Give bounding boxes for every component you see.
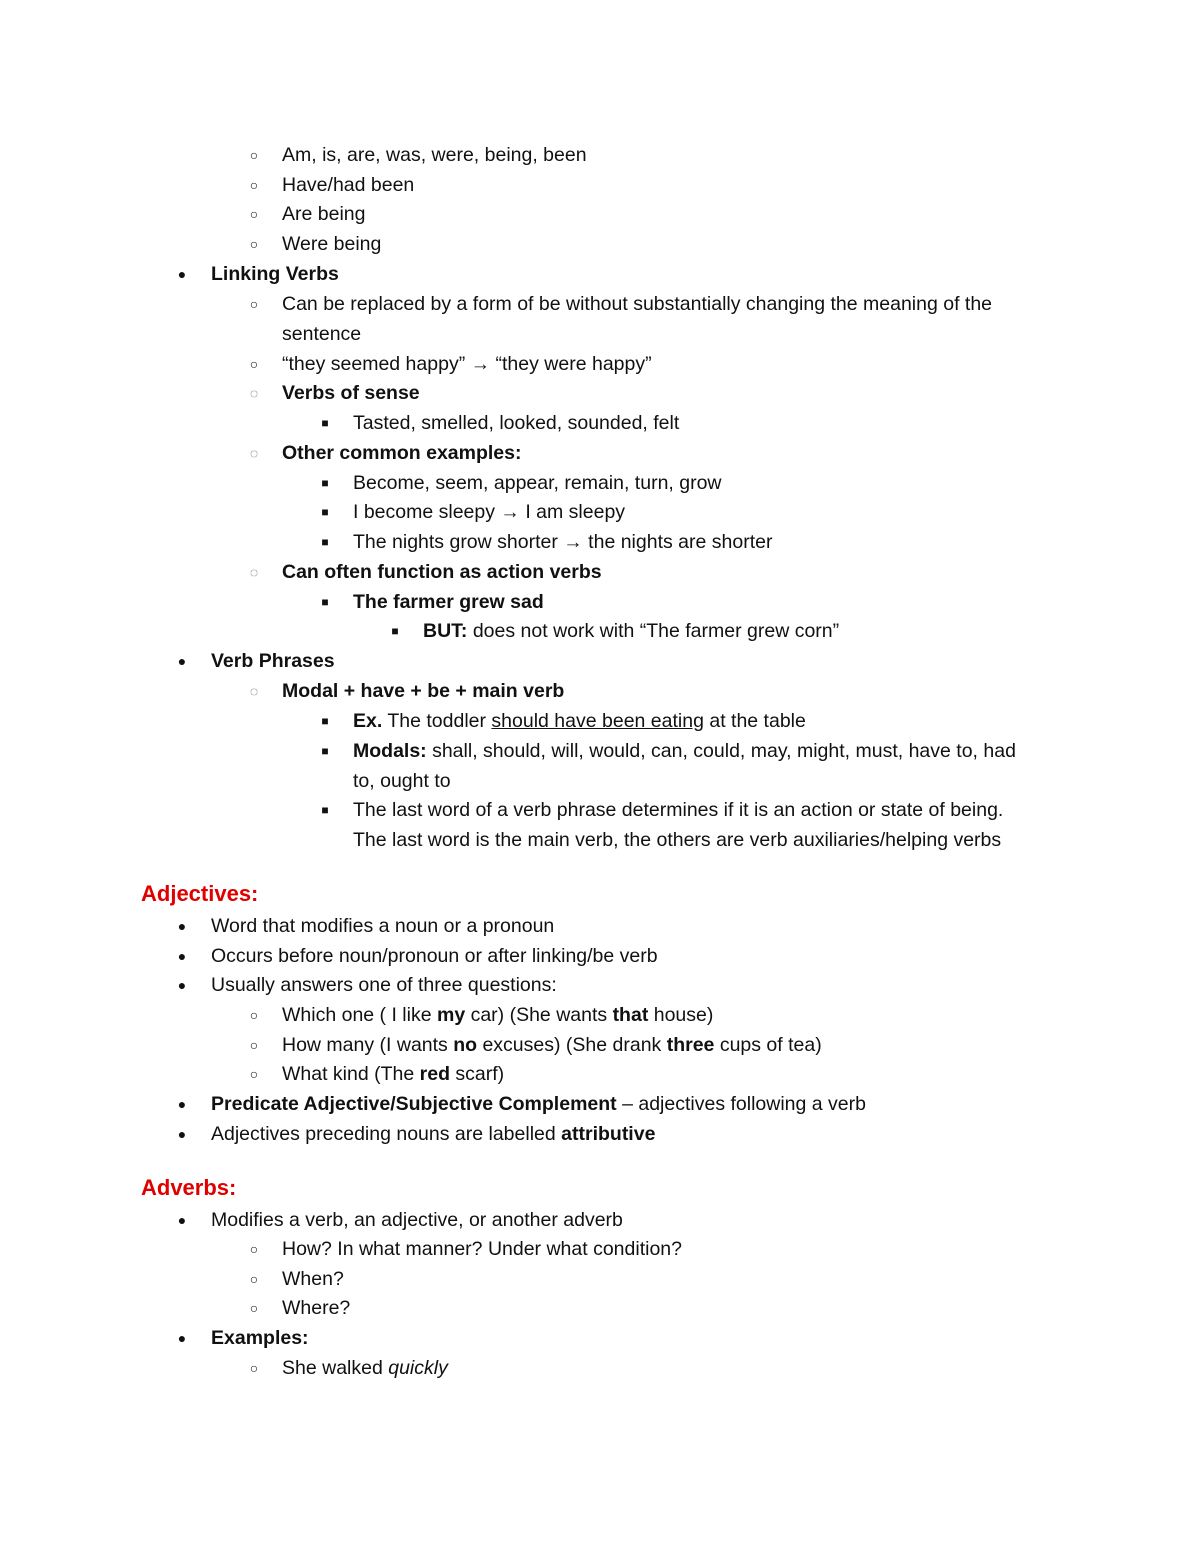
hollow-circle-bullet-icon: ○ bbox=[249, 1037, 259, 1053]
question-text: What kind (The bbox=[282, 1063, 420, 1085]
hollow-circle-bullet-icon: ○ bbox=[249, 147, 259, 163]
filled-circle-bullet-icon: ● bbox=[177, 1330, 187, 1346]
question-text: house) bbox=[648, 1004, 714, 1026]
list-item: Word that modifies a noun or a pronoun bbox=[211, 915, 555, 937]
list-item-continuation: to, ought to bbox=[353, 770, 451, 792]
hollow-circle-bullet-icon: ○ bbox=[249, 1007, 259, 1023]
section-title: Examples: bbox=[211, 1327, 309, 1349]
list-item bbox=[353, 706, 806, 736]
bold-adjective: no bbox=[453, 1034, 478, 1056]
filled-square-bullet-icon: ■ bbox=[321, 416, 329, 430]
adjectives-heading: Adjectives: bbox=[141, 881, 259, 906]
underlined-verb-phrase: should have been eating bbox=[491, 710, 704, 732]
list-item-continuation: The last word is the main verb, the others are verb auxiliaries/helping verbs bbox=[353, 829, 1002, 851]
hollow-circle-bullet-icon: ○ bbox=[249, 1300, 259, 1316]
filled-circle-bullet-icon: ● bbox=[177, 977, 187, 993]
term-definition: Adjectives preceding nouns are labelled bbox=[211, 1123, 562, 1145]
term-bold: attributive bbox=[561, 1123, 656, 1145]
bold-adjective: red bbox=[419, 1063, 450, 1085]
formula-text: Modal + have + be + main verb bbox=[282, 680, 565, 702]
list-item: Can be replaced by a form of be without substantially changing the meaning of the bbox=[282, 293, 993, 315]
list-item: “they seemed happy” → “they were happy” bbox=[282, 353, 652, 375]
list-item: Are being bbox=[282, 203, 366, 225]
bold-adjective: three bbox=[666, 1034, 715, 1056]
list-item bbox=[353, 736, 1016, 766]
list-item: Become, seem, appear, remain, turn, grow bbox=[353, 472, 722, 494]
hollow-circle-bullet-icon: ○ bbox=[249, 1241, 259, 1257]
subsection-title: Can often function as action verbs bbox=[282, 561, 602, 583]
list-item bbox=[282, 1000, 713, 1030]
ex-text: at the table bbox=[703, 710, 806, 732]
list-item: Am, is, are, was, were, being, been bbox=[282, 144, 587, 166]
filled-square-bullet-icon: ■ bbox=[391, 624, 399, 638]
hollow-circle-bullet-icon: ○ bbox=[249, 1066, 259, 1082]
term-definition: – adjectives following a verb bbox=[616, 1093, 866, 1115]
list-item bbox=[211, 1089, 866, 1119]
example-text: The farmer grew sad bbox=[353, 591, 544, 613]
filled-circle-bullet-icon: ● bbox=[177, 266, 187, 282]
filled-square-bullet-icon: ■ bbox=[321, 803, 329, 817]
example-text: She walked bbox=[282, 1357, 389, 1379]
bold-adjective: that bbox=[612, 1004, 649, 1026]
subsection-title: Other common examples: bbox=[282, 442, 522, 464]
list-item: Where? bbox=[282, 1297, 351, 1319]
question-text: car) (She wants bbox=[465, 1004, 613, 1026]
but-label: BUT: bbox=[423, 620, 468, 642]
list-item: Occurs before noun/pronoun or after linking/be verb bbox=[211, 945, 658, 967]
dotted-circle-bullet-icon: ◌ bbox=[249, 564, 259, 580]
bold-adjective: my bbox=[436, 1004, 466, 1026]
list-item: How? In what manner? Under what condition? bbox=[282, 1238, 682, 1260]
italic-adverb: quickly bbox=[388, 1357, 448, 1379]
question-text: cups of tea) bbox=[714, 1034, 822, 1056]
filled-square-bullet-icon: ■ bbox=[321, 476, 329, 490]
hollow-circle-bullet-icon: ○ bbox=[249, 356, 259, 372]
list-item bbox=[211, 1119, 655, 1149]
hollow-circle-bullet-icon: ○ bbox=[249, 236, 259, 252]
dotted-circle-bullet-icon: ◌ bbox=[249, 683, 259, 699]
dotted-circle-bullet-icon: ◌ bbox=[249, 385, 259, 401]
list-item bbox=[282, 1030, 822, 1060]
filled-circle-bullet-icon: ● bbox=[177, 1126, 187, 1142]
filled-circle-bullet-icon: ● bbox=[177, 918, 187, 934]
list-item: When? bbox=[282, 1268, 344, 1290]
but-text: does not work with “The farmer grew corn” bbox=[467, 620, 840, 642]
question-text: scarf) bbox=[450, 1063, 505, 1085]
modals-label: Modals: bbox=[353, 740, 427, 762]
adverbs-heading: Adverbs: bbox=[141, 1175, 237, 1200]
question-text: excuses) (She drank bbox=[477, 1034, 667, 1056]
list-item bbox=[282, 1059, 504, 1089]
list-item bbox=[423, 616, 839, 646]
list-item-continuation: sentence bbox=[282, 323, 362, 345]
filled-square-bullet-icon: ■ bbox=[321, 714, 329, 728]
list-item: Usually answers one of three questions: bbox=[211, 974, 557, 996]
subsection-title: Verbs of sense bbox=[282, 382, 420, 404]
filled-square-bullet-icon: ■ bbox=[321, 744, 329, 758]
hollow-circle-bullet-icon: ○ bbox=[249, 1360, 259, 1376]
list-item bbox=[282, 1353, 448, 1383]
list-item: Tasted, smelled, looked, sounded, felt bbox=[353, 412, 680, 434]
list-item: I become sleepy → I am sleepy bbox=[353, 501, 626, 523]
filled-circle-bullet-icon: ● bbox=[177, 653, 187, 669]
list-item: The nights grow shorter → the nights are shorter bbox=[353, 531, 773, 553]
hollow-circle-bullet-icon: ○ bbox=[249, 296, 259, 312]
dotted-circle-bullet-icon: ◌ bbox=[249, 445, 259, 461]
question-text: Which one ( I like bbox=[282, 1004, 437, 1026]
filled-square-bullet-icon: ■ bbox=[321, 595, 329, 609]
hollow-circle-bullet-icon: ○ bbox=[249, 206, 259, 222]
filled-square-bullet-icon: ■ bbox=[321, 535, 329, 549]
ex-text: The toddler bbox=[382, 710, 492, 732]
filled-circle-bullet-icon: ● bbox=[177, 1096, 187, 1112]
filled-square-bullet-icon: ■ bbox=[321, 505, 329, 519]
hollow-circle-bullet-icon: ○ bbox=[249, 177, 259, 193]
filled-circle-bullet-icon: ● bbox=[177, 1212, 187, 1228]
list-item: Were being bbox=[282, 233, 382, 255]
section-title: Verb Phrases bbox=[211, 650, 335, 672]
list-item: Modifies a verb, an adjective, or another adverb bbox=[211, 1209, 623, 1231]
filled-circle-bullet-icon: ● bbox=[177, 948, 187, 964]
list-item: The last word of a verb phrase determines if it is an action or state of being. bbox=[353, 799, 1004, 821]
hollow-circle-bullet-icon: ○ bbox=[249, 1271, 259, 1287]
section-title: Linking Verbs bbox=[211, 263, 339, 285]
term-bold: Predicate Adjective/Subjective Complement bbox=[211, 1093, 617, 1115]
list-item: Have/had been bbox=[282, 174, 415, 196]
modals-text: shall, should, will, would, can, could, may, might, must, have to, had bbox=[426, 740, 1016, 762]
question-text: How many (I wants bbox=[282, 1034, 454, 1056]
ex-label: Ex. bbox=[353, 710, 383, 732]
